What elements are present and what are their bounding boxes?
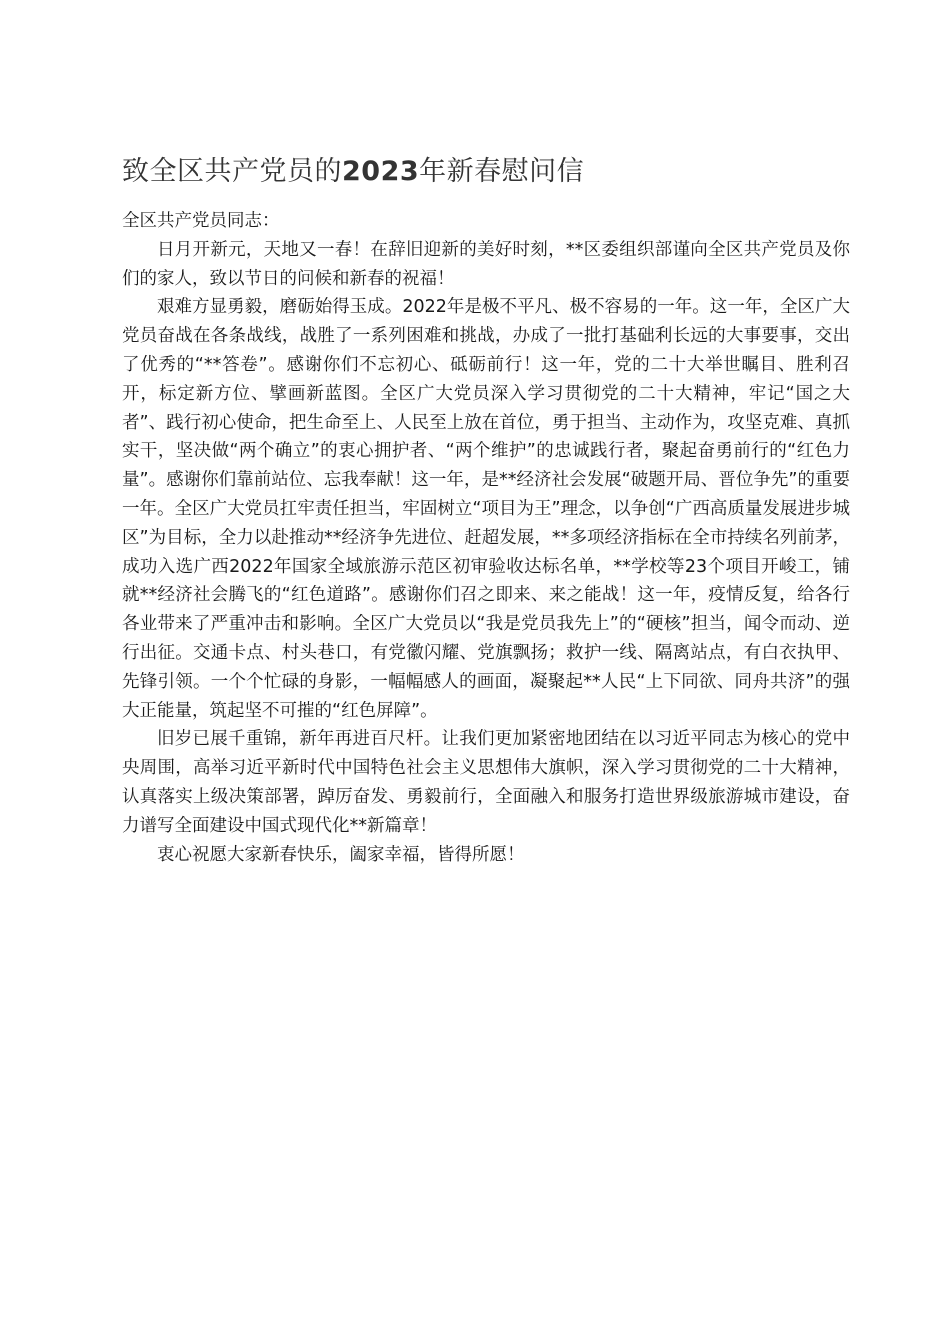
paragraph-wishes: 衷心祝愿大家新春快乐，阖家幸福，皆得所愿！ [157,844,525,865]
paragraph-greeting: 日月开新元，天地又一春！在辞旧迎新的美好时刻，**区委组织部谨向全区共产党员及你们的家人，致以节日的问候和新春的祝福！ [122,239,850,289]
title-prefix: 致全区共产党员的 [122,156,342,187]
paragraph-outlook: 旧岁已展千重锦，新年再进百尺杆。让我们更加紧密地团结在以习近平同志为核心的党中央周围，高举习近平新时代中国特色社会主义思想伟大旗帜，深入学习贯彻党的二十大精神，认真落实上级决策部署，踔厉奋发、勇毅前行，全面融入和服务打造世界级旅游城市建设，奋力谱写全面建设中国式现代化**新篇章！ [122,729,850,836]
letter-body [122,207,850,869]
document-title [122,152,842,192]
title-year: 2023 [342,156,420,187]
title-suffix: 年新春慰问信 [419,156,585,187]
salutation: 全区共产党员同志： [122,211,280,231]
paragraph-review: 艰难方显勇毅，磨砺始得玉成。2022年是极不平凡、极不容易的一年。这一年，全区广大党员奋战在各条战线，战胜了一系列困难和挑战，办成了一批打基础利长远的大事要事，交出了优秀的“**答卷”。感谢你们不忘初心、砥砺前行！这一年，党的二十大举世瞩目、胜利召开，标定新方位、擘画新蓝图。全区广大党员深入学习贯彻党的二十大精神，牢记“国之大者”、践行初心使命，把生命至上、人民至上放在首位，勇于担当、主动作为，攻坚克难、真抓实干，坚决做“两个确立”的衷心拥护者、“两个维护”的忠诚践行者，聚起奋勇前行的“红色力量”。感谢你们靠前站位、忘我奉献！这一年，是**经济社会发展“破题开局、晋位争先”的重要一年。全区广大党员扛牢责任担当，牢固树立“项目为王”理念，以争创“广西高质量发展进步城区”为目标，全力以赴推动**经济争先进位、赶超发展，**多项经济指标在全市持续名列前茅，成功入选广西2022年国家全域旅游示范区初审验收达标名单，**学校等23个项目开峻工，铺就**经济社会腾飞的“红色道路”。感谢你们召之即来、来之能战！这一年，疫情反复，给各行各业带来了严重冲击和影响。全区广大党员以“我是党员我先上”的“硬核”担当，闻令而动、逆行出征。交通卡点、村头巷口，有党徽闪耀、党旗飘扬；救护一线、隔离站点，有白衣执甲、先锋引领。一个个忙碌的身影，一幅幅感人的画面，凝聚起**人民“上下同欲、同舟共济”的强大正能量，筑起坚不可摧的“红色屏障”。 [122,297,850,721]
